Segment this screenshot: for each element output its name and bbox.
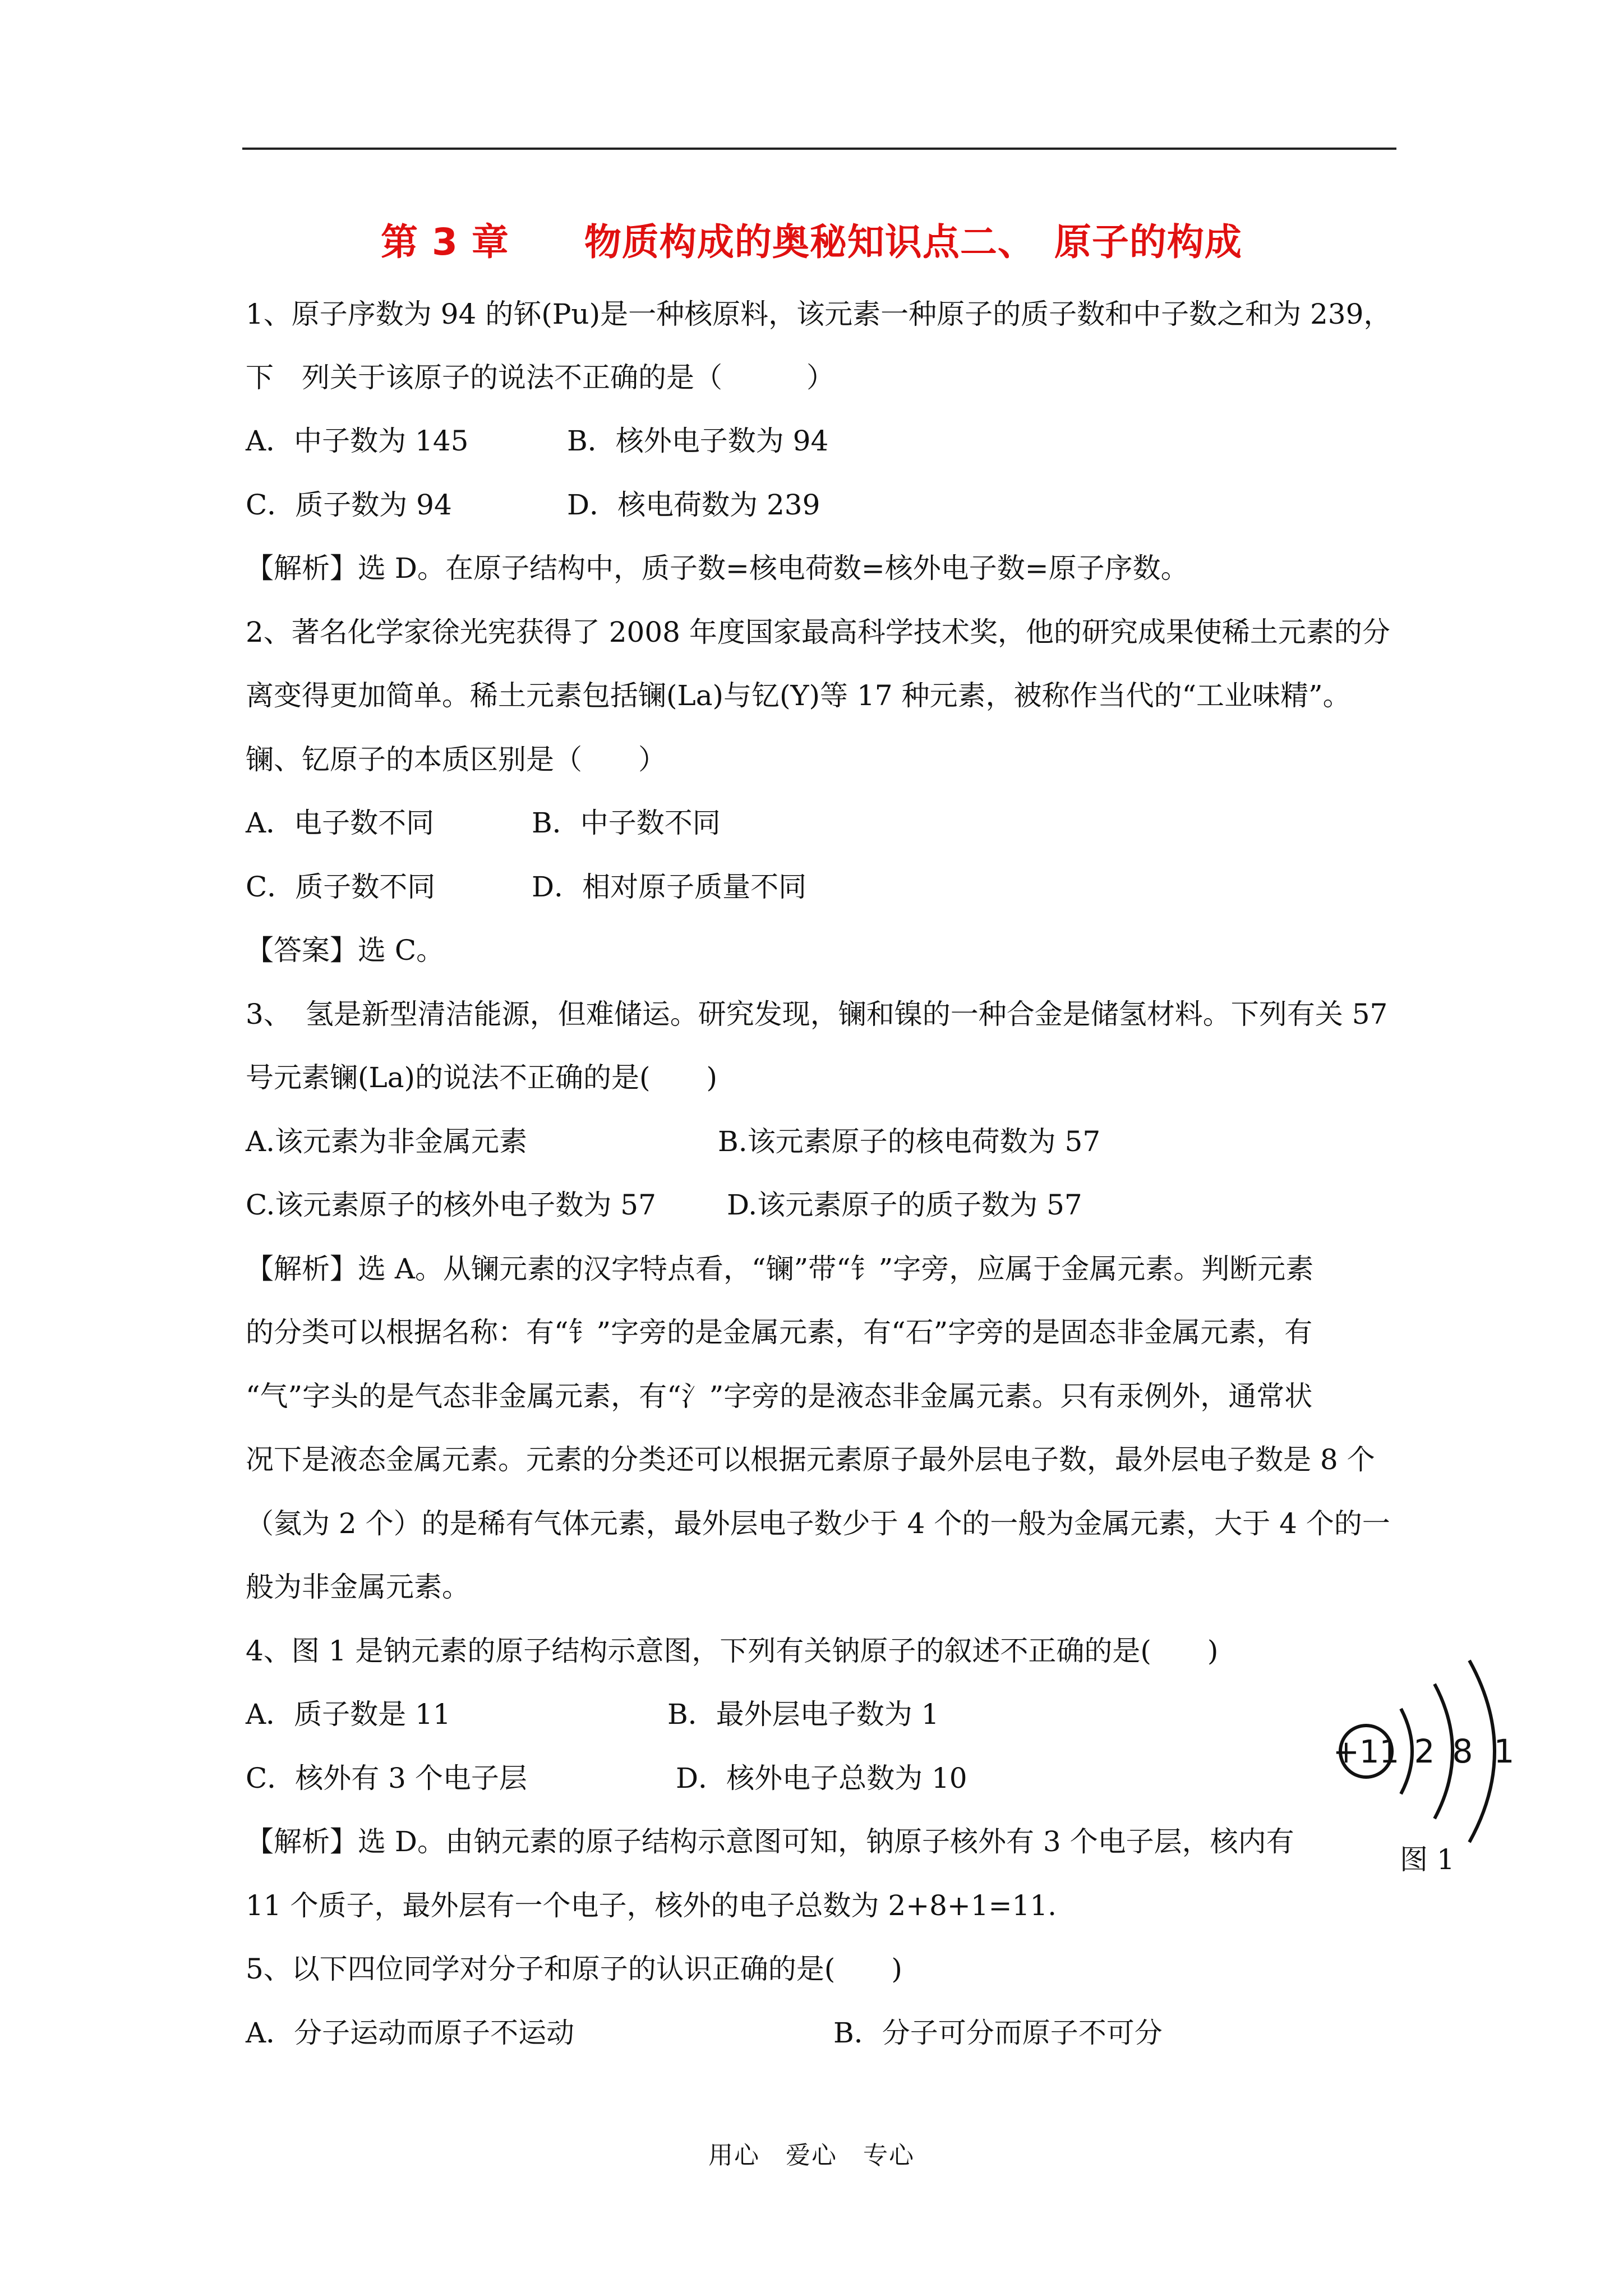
q3-option-d: D.该元素原子的质子数为 57: [727, 1189, 1082, 1221]
q4-option-a: A．质子数是 11: [246, 1698, 451, 1731]
q1-stem-line-2: 下 列关于该原子的说法不正确的是（ ）: [246, 361, 834, 394]
q2-option-b: B．中子数不同: [532, 807, 721, 839]
q2-stem-line-2: 离变得更加简单。稀土元素包括镧(La)与钇(Y)等 17 种元素，被称作当代的“工业味精”。: [246, 679, 1351, 712]
q4-option-b: B．最外层电子数为 1: [667, 1698, 939, 1731]
q3-analysis-line-3: “气”字头的是气态非金属元素，有“氵”字旁的是液态非金属元素。只有汞例外，通常状: [246, 1380, 1313, 1412]
q3-stem-line-2: 号元素镧(La)的说法不正确的是( ): [246, 1061, 718, 1094]
q1-analysis: 【解析】选 D。在原子结构中，质子数=核电荷数=核外电子数=原子序数。: [246, 552, 1189, 585]
q3-option-a: A.该元素为非金属元素: [246, 1125, 528, 1158]
q3-analysis-line-1: 【解析】选 A。从镧元素的汉字特点看，“镧”带“钅”字旁，应属于金属元素。判断元素: [246, 1253, 1314, 1285]
q4-option-d: D．核外电子总数为 10: [676, 1762, 967, 1795]
q1-option-c: C．质子数为 94: [246, 489, 452, 521]
q3-stem-line-1: 3、 氢是新型清洁能源，但难储运。研究发现，镧和镍的一种合金是储氢材料。下列有关 57: [246, 998, 1388, 1030]
figure-1-caption: 图 1: [1400, 1843, 1455, 1876]
q5-stem: 5、以下四位同学对分子和原子的认识正确的是( ): [246, 1953, 902, 1985]
q3-option-c: C.该元素原子的核外电子数为 57: [246, 1189, 656, 1221]
electron-shell-arc-2: [1435, 1684, 1453, 1819]
q1-option-a: A．中子数为 145: [246, 425, 469, 457]
electron-shell-arc-1: [1401, 1709, 1412, 1794]
q2-stem-line-1: 2、著名化学家徐光宪获得了 2008 年度国家最高科学技术奖，他的研究成果使稀土元素的分: [246, 616, 1390, 648]
q4-analysis-line-2: 11 个质子，最外层有一个电子，核外的电子总数为 2+8+1=11.: [246, 1889, 1057, 1922]
nucleus-charge-label: +11: [1332, 1734, 1400, 1770]
q5-option-a: A．分子运动而原子不运动: [246, 2017, 575, 2049]
q2-answer: 【答案】选 C。: [246, 934, 445, 967]
q5-option-b: B．分子可分而原子不可分: [833, 2017, 1163, 2049]
q3-analysis-line-6: 般为非金属元素。: [246, 1571, 470, 1603]
electron-shell-arc-3: [1469, 1660, 1495, 1842]
page-footer: 用心 爱心 专心: [708, 2141, 915, 2170]
page-title: 第 3 章 物质构成的奥秘知识点二、 原子的构成: [381, 220, 1242, 264]
shell-3-electron-count: 1: [1493, 1732, 1515, 1770]
q3-analysis-line-5: （氦为 2 个）的是稀有气体元素，最外层电子数少于 4 个的一般为金属元素，大于 4 个的一: [246, 1507, 1390, 1540]
sodium-atom-structure-diagram: [1324, 1644, 1525, 1846]
q4-option-c: C．核外有 3 个电子层: [246, 1762, 527, 1795]
q2-option-c: C．质子数不同: [246, 871, 436, 903]
q2-stem-line-3: 镧、钇原子的本质区别是（ ）: [246, 743, 666, 776]
shell-1-electron-count: 2: [1414, 1732, 1435, 1770]
header-rule: [242, 148, 1396, 150]
q3-analysis-line-4: 况下是液态金属元素。元素的分类还可以根据元素原子最外层电子数，最外层电子数是 8 个: [246, 1443, 1375, 1476]
q1-option-d: D．核电荷数为 239: [567, 489, 820, 521]
q1-stem-line-1: 1、原子序数为 94 的钚(Pu)是一种核原料，该元素一种原子的质子数和中子数之和为 239，: [246, 298, 1392, 330]
q3-option-b: B.该元素原子的核电荷数为 57: [718, 1125, 1101, 1158]
q2-option-d: D．相对原子质量不同: [532, 871, 807, 903]
shell-2-electron-count: 8: [1452, 1732, 1473, 1770]
q4-stem: 4、图 1 是钠元素的原子结构示意图，下列有关钠原子的叙述不正确的是( ): [246, 1635, 1219, 1667]
q2-option-a: A．电子数不同: [246, 807, 435, 839]
q4-analysis-line-1: 【解析】选 D。由钠元素的原子结构示意图可知，钠原子核外有 3 个电子层，核内有: [246, 1825, 1294, 1858]
q1-option-b: B．核外电子数为 94: [567, 425, 829, 457]
q3-analysis-line-2: 的分类可以根据名称：有“钅”字旁的是金属元素，有“石”字旁的是固态非金属元素，有: [246, 1316, 1313, 1349]
